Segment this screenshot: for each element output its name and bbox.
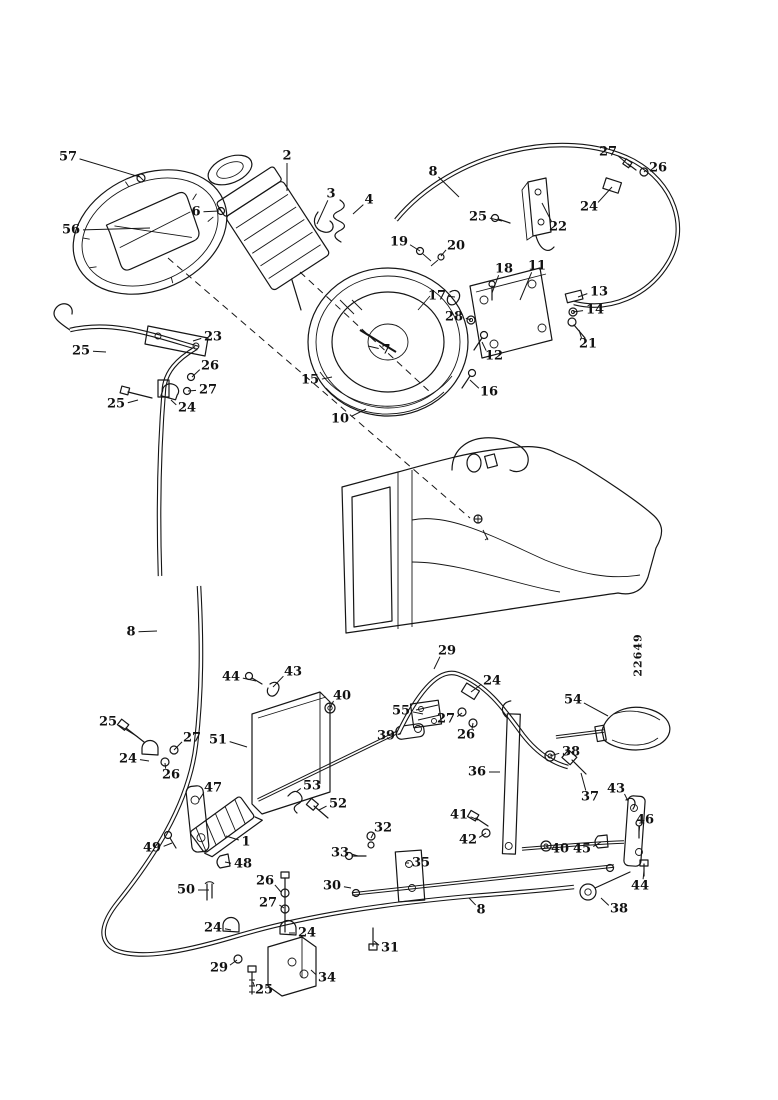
callout-25: [107, 397, 138, 412]
svg-text:24: 24: [177, 400, 197, 416]
callout-2: [282, 149, 291, 192]
callout-51: [209, 733, 247, 748]
callout-24: [580, 187, 612, 215]
cover-screw: [137, 174, 145, 182]
svg-text:17: 17: [427, 288, 447, 304]
svg-text:47: 47: [203, 780, 223, 796]
svg-text:35: 35: [411, 855, 431, 871]
svg-text:19: 19: [389, 234, 409, 250]
callout-15: [301, 373, 332, 388]
callout-52: [319, 797, 347, 812]
svg-text:15: 15: [300, 372, 320, 388]
callout-55: [392, 704, 423, 719]
svg-text:29: 29: [437, 643, 457, 659]
svg-text:25: 25: [106, 396, 126, 412]
callout-38: [601, 898, 628, 917]
svg-text:26: 26: [200, 358, 220, 374]
svg-text:56: 56: [61, 222, 81, 238]
svg-text:57: 57: [58, 149, 78, 165]
svg-text:41: 41: [449, 807, 469, 823]
callout-33: [331, 846, 358, 861]
callout-49: [143, 841, 172, 856]
svg-text:6: 6: [191, 204, 201, 220]
callout-1: [226, 835, 251, 850]
mount-plate-11: [470, 268, 552, 358]
svg-text:30: 30: [322, 878, 342, 894]
svg-text:12: 12: [484, 348, 504, 364]
svg-text:44: 44: [630, 878, 650, 894]
svg-text:27: 27: [598, 144, 618, 160]
spring-4: [334, 200, 345, 242]
callout-8: [126, 625, 157, 640]
callout-26: [457, 723, 475, 743]
svg-text:4: 4: [364, 192, 374, 208]
svg-text:8: 8: [428, 164, 438, 180]
svg-text:33: 33: [330, 845, 350, 861]
svg-text:20: 20: [446, 238, 466, 254]
callout-24: [204, 921, 231, 936]
svg-text:55: 55: [391, 703, 411, 719]
svg-text:8: 8: [476, 902, 486, 918]
svg-text:54: 54: [563, 692, 583, 708]
clamp-group-upper: [120, 374, 194, 401]
cowl-bolt-mark: [474, 515, 488, 540]
svg-text:8: 8: [126, 624, 136, 640]
svg-text:34: 34: [317, 970, 337, 986]
callout-8: [469, 898, 486, 918]
svg-text:27: 27: [436, 711, 456, 727]
svg-text:27: 27: [198, 382, 218, 398]
svg-text:39: 39: [376, 728, 396, 744]
svg-text:50: 50: [176, 882, 196, 898]
callout-25: [253, 982, 273, 998]
svg-text:24: 24: [203, 920, 223, 936]
cover-plate: [53, 146, 246, 317]
svg-text:43: 43: [283, 664, 303, 680]
cable-bracket-22: [522, 178, 554, 250]
callout-25: [469, 210, 502, 225]
callout-26: [256, 874, 281, 893]
svg-text:32: 32: [373, 820, 393, 836]
svg-text:25: 25: [71, 343, 91, 359]
svg-text:24: 24: [297, 925, 317, 941]
callout-7: [368, 343, 391, 358]
callout-37: [581, 773, 599, 805]
callout-20: [441, 239, 465, 257]
callout-32: [371, 821, 392, 839]
callout-19: [390, 235, 420, 252]
bracket-right: [624, 796, 648, 876]
hook-3: [314, 212, 333, 232]
svg-text:1: 1: [241, 834, 251, 850]
callout-34: [311, 970, 336, 986]
svg-text:29: 29: [209, 960, 229, 976]
callout-4: [353, 193, 374, 215]
svg-text:36: 36: [467, 764, 487, 780]
svg-text:23: 23: [203, 329, 223, 345]
svg-text:22: 22: [548, 219, 568, 235]
svg-text:24: 24: [482, 673, 502, 689]
svg-text:26: 26: [161, 767, 181, 783]
svg-text:40: 40: [550, 841, 570, 857]
callout-40: [330, 689, 351, 709]
callout-6: [191, 205, 219, 220]
cowl-panel: [342, 438, 662, 633]
svg-text:18: 18: [494, 261, 514, 277]
callout-3: [317, 187, 336, 225]
callout-24: [289, 926, 316, 941]
callout-26: [192, 359, 219, 378]
upper-cable: [396, 145, 678, 338]
svg-text:45: 45: [572, 841, 592, 857]
svg-text:7: 7: [381, 342, 391, 358]
svg-text:16: 16: [479, 384, 499, 400]
svg-text:11: 11: [527, 258, 547, 274]
callout-57: [59, 150, 140, 178]
svg-text:14: 14: [585, 302, 605, 318]
svg-text:51: 51: [208, 732, 228, 748]
svg-text:24: 24: [118, 751, 138, 767]
callout-25: [72, 344, 106, 359]
callout-30: [323, 879, 351, 894]
callout-50: [177, 883, 209, 898]
svg-text:26: 26: [648, 160, 668, 176]
svg-text:27: 27: [182, 730, 202, 746]
cable-end-fittings: [565, 290, 585, 338]
callout-16: [470, 380, 498, 400]
svg-text:26: 26: [255, 873, 275, 889]
svg-text:53: 53: [302, 778, 322, 794]
svg-text:27: 27: [258, 895, 278, 911]
svg-text:25: 25: [468, 209, 488, 225]
svg-text:49: 49: [142, 840, 162, 856]
callout-35: [405, 856, 430, 871]
pins-19-20: [417, 248, 445, 267]
pedal-pad: [190, 794, 263, 859]
svg-text:46: 46: [635, 812, 655, 828]
svg-text:28: 28: [444, 309, 464, 325]
callout-27: [188, 383, 217, 398]
svg-text:2: 2: [282, 148, 292, 164]
svg-text:52: 52: [328, 796, 348, 812]
svg-text:21: 21: [578, 336, 598, 352]
svg-text:25: 25: [98, 714, 118, 730]
svg-text:24: 24: [579, 199, 599, 215]
svg-text:13: 13: [589, 284, 609, 300]
callout-36: [468, 765, 500, 780]
svg-text:3: 3: [326, 186, 336, 202]
svg-text:42: 42: [458, 832, 478, 848]
callout-29: [210, 960, 237, 976]
drawing-number: 22649: [631, 633, 645, 677]
svg-text:40: 40: [332, 688, 352, 704]
svg-text:25: 25: [254, 982, 274, 998]
callout-12: [482, 342, 503, 364]
brake-control-head: [204, 149, 447, 317]
svg-text:43: 43: [606, 781, 626, 797]
bolt-52: [306, 798, 328, 818]
callout-29: [434, 644, 456, 670]
cable-eye-38: [580, 872, 630, 900]
svg-text:48: 48: [233, 856, 253, 872]
callout-27: [259, 896, 284, 911]
callout-43: [607, 782, 628, 802]
svg-text:37: 37: [580, 789, 600, 805]
callout-22: [542, 203, 567, 235]
svg-text:26: 26: [456, 727, 476, 743]
svg-text:10: 10: [330, 411, 350, 427]
svg-text:44: 44: [221, 669, 241, 685]
svg-text:38: 38: [561, 744, 581, 760]
callout-24: [171, 400, 196, 416]
callout-54: [564, 693, 608, 717]
callout-44: [222, 670, 256, 685]
callout-31: [374, 941, 399, 956]
callout-23: [193, 330, 222, 345]
callout-44: [631, 871, 649, 894]
svg-text:38: 38: [609, 901, 629, 917]
svg-text:31: 31: [380, 940, 400, 956]
